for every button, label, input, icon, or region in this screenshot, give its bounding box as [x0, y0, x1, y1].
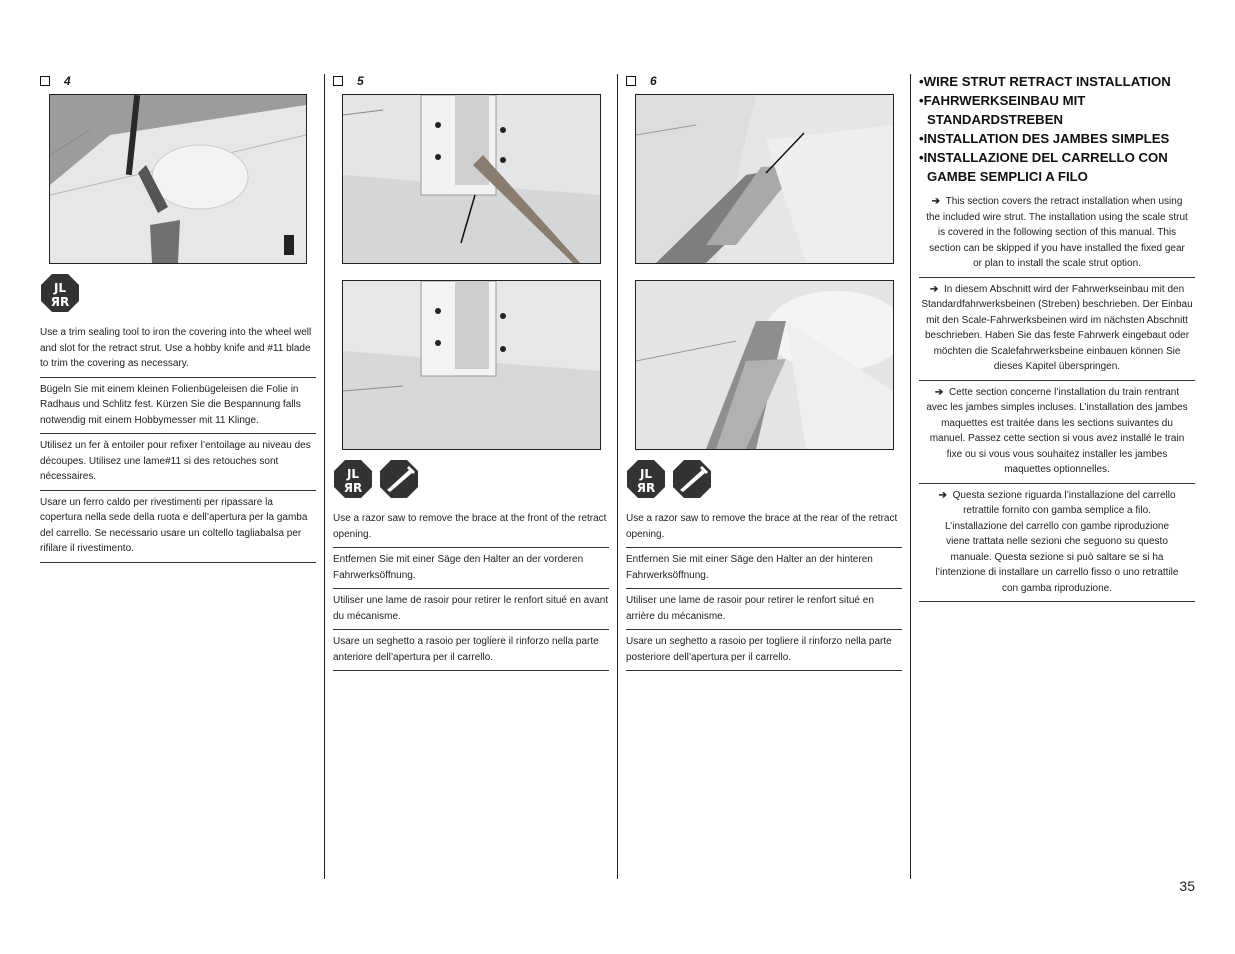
heading-line-it-2: GAMBE SEMPLICI A FILO [927, 169, 1088, 184]
column-divider [910, 74, 911, 879]
heading-line-it-1: •INSTALLAZIONE DEL CARRELLO CON [919, 150, 1168, 165]
instruction-fr: Utilisez un fer à entoiler pour refixer l’entoilage au niveau des découpes. Utilisez une lame#11 si des retouches sont nécessaires. [40, 434, 316, 491]
note-fr: ➔ Cette section concerne l’installation du train rentrant avec les jambes simples incluses. L’installation des jambes maquettes est traitée dans les sections suivantes du manuel. Passez cette section si vous avez installé le train fixe ou si vous vous souhaitez installer les jambes maquettes optionnelles. [919, 381, 1195, 484]
svg-text:JL: JL [53, 281, 67, 295]
step-number: 5 [357, 74, 364, 88]
arrow-icon: ➔ [929, 283, 939, 295]
step-5-icons [333, 459, 419, 499]
arrow-icon: ➔ [931, 196, 940, 207]
note-en: ➔ This section covers the retract installation when using the included wire strut. The installation using the scale strut is covered in the following section of this manual. This section can be skipped if you have installed the fixed gear or plan to install the scale strut option. [919, 194, 1195, 278]
razor-saw-icon [672, 459, 712, 499]
heading-line-fr: •INSTALLATION DES JAMBES SIMPLES [919, 131, 1170, 146]
heading-line-en: •WIRE STRUT RETRACT INSTALLATION [919, 74, 1171, 89]
step-6-photo-bottom [635, 280, 894, 450]
left-right-wing-icon [40, 273, 80, 313]
step-6-text [626, 511, 902, 671]
checkbox-icon[interactable] [40, 76, 50, 86]
step-4-header [40, 72, 316, 90]
step-6-column [626, 72, 902, 90]
step-5-photo-top [342, 94, 601, 264]
instruction-fr: Utiliser une lame de rasoir pour retirer le renfort situé en arrière du mécanisme. [626, 589, 902, 630]
section-heading [919, 72, 1195, 186]
heading-line-de-2: STANDARDSTREBEN [927, 112, 1064, 127]
instruction-en: Use a trim sealing tool to iron the covering into the wheel well and slot for the retract strut. Use a hobby knife and #11 blade to trim the covering as necessary. [40, 325, 316, 378]
step-number: 6 [650, 74, 657, 88]
arrow-icon: ➔ [938, 489, 947, 501]
instruction-en: Use a razor saw to remove the brace at the rear of the retract opening. [626, 511, 902, 548]
left-right-wing-icon [626, 459, 666, 499]
checkbox-icon[interactable] [333, 76, 343, 86]
column-divider [617, 74, 618, 879]
svg-text:JL: JL [346, 467, 360, 481]
razor-saw-icon [379, 459, 419, 499]
instruction-de: Bügeln Sie mit einem kleinen Folienbügeleisen die Folie in Radhaus und Schlitz fest. Kürzen Sie die Bespannung falls notwendig mit einem Hobbymesser mit 11 Klinge. [40, 378, 316, 435]
column-divider [324, 74, 325, 879]
step-6-photo-top [635, 94, 894, 264]
instruction-it: Usare un ferro caldo per rivestimenti per ripassare la copertura nella sede della ruota e dell’apertura per la gamba del carrello. Se necessario usare un coltello tagliabalsa per rifilare il rivestimento. [40, 491, 316, 563]
instruction-en: Use a razor saw to remove the brace at the front of the retract opening. [333, 511, 609, 548]
heading-line-de-1: •FAHRWERKSEINBAU MIT [919, 93, 1086, 108]
svg-text:ЯR: ЯR [50, 295, 70, 309]
step-6-header [626, 72, 902, 90]
instruction-de: Entfernen Sie mit einer Säge den Halter an der hinteren Fahrwerksöffnung. [626, 548, 902, 589]
left-right-wing-icon [333, 459, 373, 499]
instruction-de: Entfernen Sie mit einer Säge den Halter an der vorderen Fahrwerksöffnung. [333, 548, 609, 589]
step-5-text [333, 511, 609, 671]
instruction-it: Usare un seghetto a rasoio per togliere il rinforzo nella parte posteriore dell’apertura per il carrello. [626, 630, 902, 671]
page-number: 35 [1179, 878, 1195, 894]
step-4-text [40, 325, 316, 563]
instruction-fr: Utiliser une lame de rasoir pour retirer le renfort situé en avant du mécanisme. [333, 589, 609, 630]
step-4-column [40, 72, 316, 90]
step-5-header [333, 72, 609, 90]
note-it: ➔ Questa sezione riguarda l’installazione del carrello retrattile fornito con gamba semplice a filo. L’installazione del carrello con gambe riproduzione viene trattata nelle sezioni che seguono su questo manuale. Questa sezione si può saltare se si ha l’intenzione di installare un carrello fisso o uno retrattile con gamba riproduzione. [919, 484, 1195, 603]
svg-text:JL: JL [639, 467, 653, 481]
step-4-icons [40, 273, 80, 313]
step-number: 4 [64, 74, 71, 88]
svg-text:ЯR: ЯR [636, 481, 656, 495]
step-6-icons [626, 459, 712, 499]
instruction-it: Usare un seghetto a rasoio per togliere il rinforzo nella parte anteriore dell’apertura per il carrello. [333, 630, 609, 671]
arrow-icon: ➔ [934, 386, 944, 398]
svg-text:ЯR: ЯR [343, 481, 363, 495]
section-notes [919, 194, 1195, 602]
step-4-photo [49, 94, 307, 264]
checkbox-icon[interactable] [626, 76, 636, 86]
step-5-column [333, 72, 609, 90]
step-5-photo-bottom [342, 280, 601, 450]
note-de: ➔ In diesem Abschnitt wird der Fahrwerkseinbau mit den Standardfahrwerksbeinen (Streben) beschrieben. Der Einbau mit den Scale-Fahrwerksbeinen wird im nächsten Abschnitt beschrieben. Haben Sie das feste Fahrwerk eingebaut oder möchten die Scalefahrwerksbeine einbauen können Sie dieses Kapitel überspringen. [919, 278, 1195, 381]
